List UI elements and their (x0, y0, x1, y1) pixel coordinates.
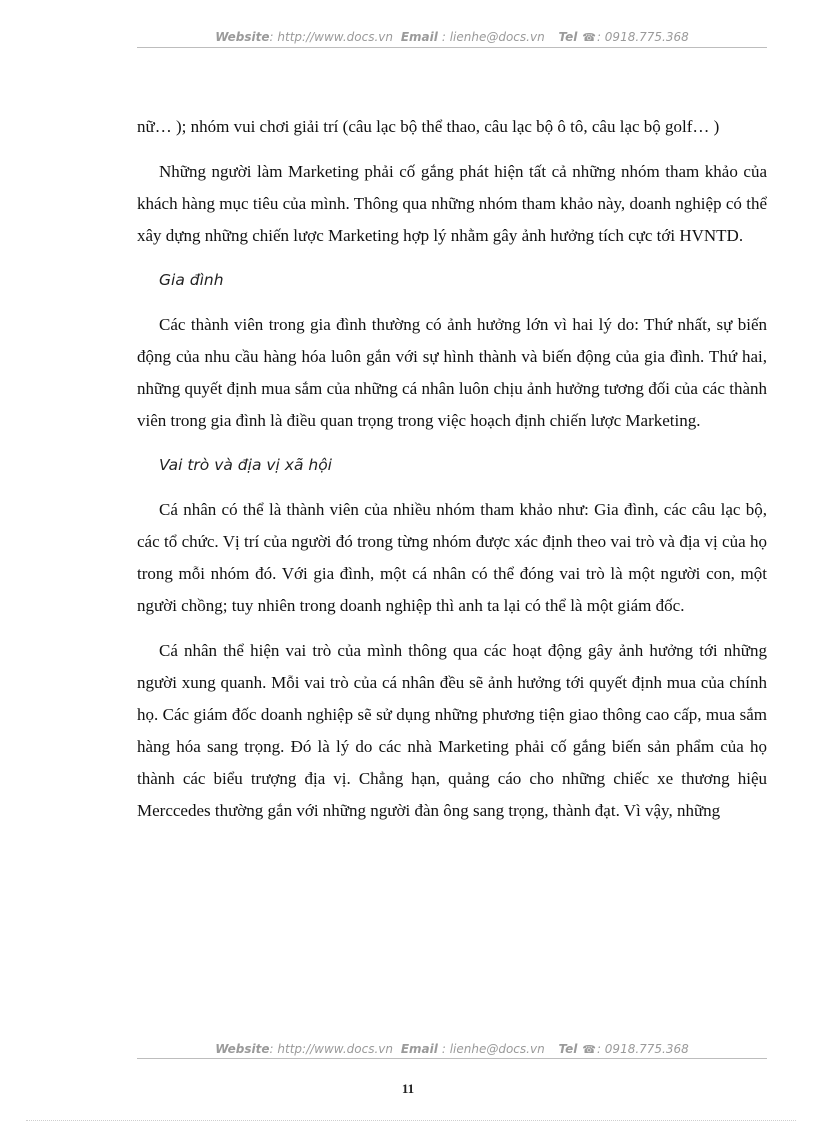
header-website-label: Website (215, 30, 270, 44)
paragraph-4: Cá nhân có thể là thành viên của nhiều nhóm tham khảo như: Gia đình, các câu lạc bộ, các tổ chức. Vị trí của người đó trong từng nhóm được xác định theo vai trò và địa vị của họ trong mỗi nhóm đó. Với gia đình, một cá nhân có thể đóng vai trò là một người con, một người chồng; tuy nhiên trong doanh nghiệp thì anh ta lại có thể là một giám đốc. (137, 500, 767, 615)
page-header (137, 29, 767, 45)
page-number: 11 (401, 1081, 415, 1096)
section-heading-role-status: Vai trò và địa vị xã hội (159, 456, 332, 474)
paragraph-2: Những người làm Marketing phải cố gắng phát hiện tất cả những nhóm tham khảo của khách hàng mục tiêu của mình. Thông qua những nhóm tham khảo này, doanh nghiệp có thể xây dựng những chiến lược Marketing hợp lý nhằm gây ảnh hưởng tích cực tới HVNTD. (137, 162, 767, 245)
header-tel-value: : 0918.775.368 (596, 30, 689, 44)
header-rule (137, 47, 767, 48)
header-email-value: : lienhe@docs.vn (441, 30, 545, 44)
footer-website-label: Website (215, 1042, 270, 1056)
footer-email-value: : lienhe@docs.vn (441, 1042, 545, 1056)
document-body (137, 111, 767, 827)
footer-rule (137, 1058, 767, 1059)
paragraph-3: Các thành viên trong gia đình thường có ảnh hưởng lớn vì hai lý do: Thứ nhất, sự biến động của nhu cầu hàng hóa luôn gắn với sự hình thành và biến động của gia đình. Thứ hai, những quyết định mua sắm của những cá nhân luôn chịu ảnh hưởng tương đối của các thành viên trong gia đình là điều quan trọng trong việc hoạch định chiến lược Marketing. (137, 315, 767, 430)
phone-icon: ☎ (582, 1043, 596, 1056)
footer-tel-label: Tel (558, 1042, 578, 1056)
footer-tel-value: : 0918.775.368 (596, 1042, 689, 1056)
header-tel-label: Tel (558, 30, 578, 44)
footer-website-value: : http://www.docs.vn (269, 1042, 393, 1056)
footer-email-label: Email (400, 1042, 438, 1056)
phone-icon: ☎ (582, 31, 596, 44)
page-footer (137, 1041, 767, 1057)
page-bottom-divider (26, 1120, 796, 1121)
header-website-value: : http://www.docs.vn (269, 30, 393, 44)
paragraph-5: Cá nhân thể hiện vai trò của mình thông qua các hoạt động gây ảnh hưởng tới những người xung quanh. Mỗi vai trò của cá nhân đều sẽ ảnh hưởng tới quyết định mua của chính họ. Các giám đốc doanh nghiệp sẽ sử dụng những phương tiện giao thông cao cấp, mua sắm hàng hóa sang trọng. Đó là lý do các nhà Marketing phải cố gắng biến sản phẩm của họ thành các biểu trượng địa vị. Chẳng hạn, quảng cáo cho những chiếc xe thương hiệu Merccedes thường gắn với những người đàn ông sang trọng, thành đạt. Vì vậy, những (137, 641, 767, 820)
paragraph-1: nữ… ); nhóm vui chơi giải trí (câu lạc bộ thể thao, câu lạc bộ ô tô, câu lạc bộ golf… ) (137, 117, 720, 136)
section-heading-family: Gia đình (159, 271, 224, 289)
header-email-label: Email (400, 30, 438, 44)
